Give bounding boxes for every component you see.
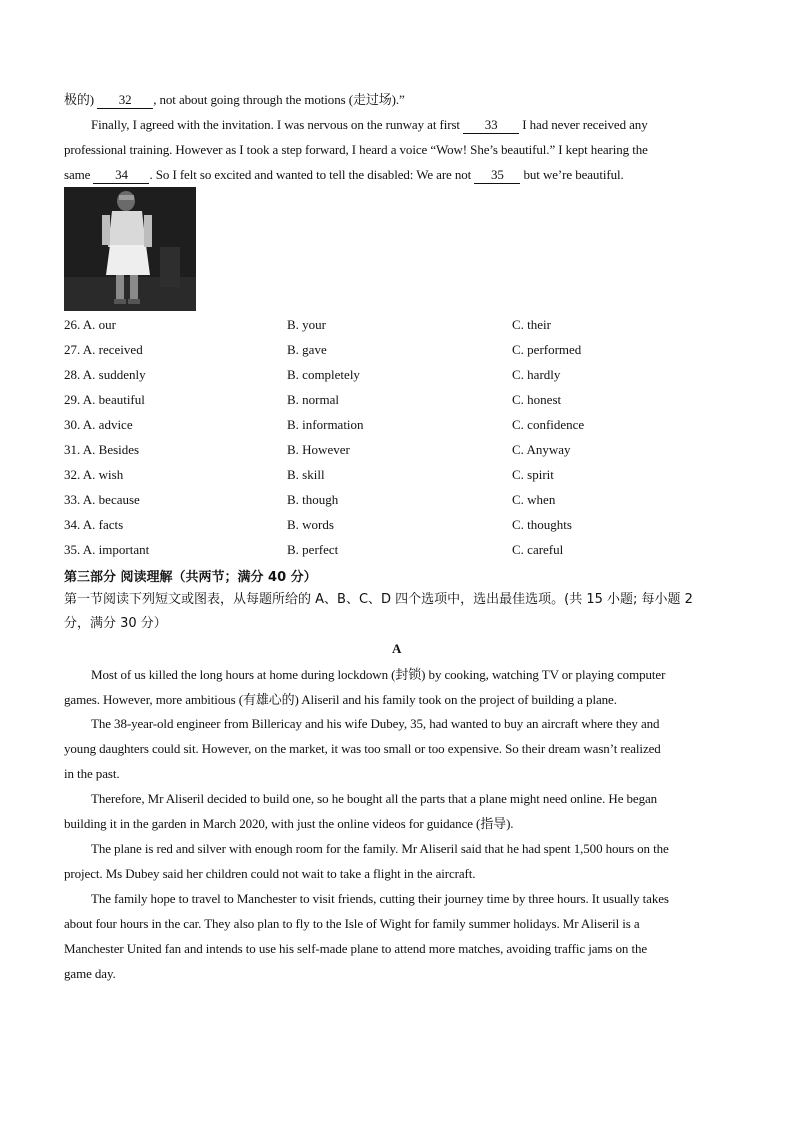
passage-line: games. However, more ambitious (有雄心的) Aliseril and his family took on the project of building a plane.	[64, 692, 617, 707]
runway-photo	[64, 187, 196, 311]
option-b: B. skill	[287, 467, 325, 482]
section-instruction-line-1: 第一节阅读下列短文或图表，从每题所给的 A、B、C、D 四个选项中，选出最佳选项。(共 15 小题; 每小题 2	[64, 592, 693, 607]
blank-35: 35	[474, 167, 520, 184]
cloze-text: I had never received any	[519, 117, 648, 132]
passage-line: game day.	[64, 966, 116, 981]
option-c: C. when	[512, 492, 556, 507]
blank-32: 32	[97, 92, 153, 109]
cloze-line-2	[91, 117, 648, 134]
option-c: C. performed	[512, 342, 582, 357]
option-a: 33. A. because	[64, 492, 140, 507]
option-row	[64, 367, 744, 383]
passage-line: project. Ms Dubey said her children could not wait to take a flight in the aircraft.	[64, 866, 476, 881]
passage-line: in the past.	[64, 766, 120, 781]
cloze-line-3: professional training. However as I took a step forward, I heard a voice “Wow! She’s beautiful.” I kept hearing the	[64, 142, 648, 157]
option-b: B. perfect	[287, 542, 339, 557]
option-c: C. thoughts	[512, 517, 572, 532]
option-a: 27. A. received	[64, 342, 143, 357]
passage-line: The plane is red and silver with enough room for the family. Mr Aliseril said that he had spent 1,500 hours on the	[91, 841, 669, 856]
passage-line: building it in the garden in March 2020, with just the online videos for guidance (指导).	[64, 816, 514, 831]
option-a: 30. A. advice	[64, 417, 133, 432]
section-instruction-line-2: 分，满分 30 分）	[64, 616, 167, 631]
option-c: C. Anyway	[512, 442, 571, 457]
passage-line: Manchester United fan and intends to use his self-made plane to attend more matches, avoiding traffic jams on the	[64, 941, 648, 956]
option-a: 28. A. suddenly	[64, 367, 146, 382]
option-b: B. words	[287, 517, 334, 532]
option-row	[64, 342, 744, 358]
option-c: C. hardly	[512, 367, 561, 382]
passage-line: The 38-year-old engineer from Billericay and his wife Dubey, 35, had wanted to buy an aircraft where they and	[91, 716, 660, 731]
option-row	[64, 467, 744, 483]
cloze-text: , not about going through the motions (走过场).”	[153, 92, 405, 107]
option-c: C. honest	[512, 392, 562, 407]
cloze-text: same	[64, 167, 94, 182]
option-row	[64, 542, 744, 558]
option-b: B. completely	[287, 367, 360, 382]
passage-line: The family hope to travel to Manchester to visit friends, cutting their journey time by three hours. It usually takes	[91, 891, 669, 906]
option-b: B. normal	[287, 392, 339, 407]
passage-line: about four hours in the car. They also plan to fly to the Isle of Wight for family summer holidays. Mr Aliseril is a	[64, 916, 640, 931]
option-b: B. though	[287, 492, 339, 507]
section-title: 第三部分 阅读理解（共两节；满分 40 分）	[64, 570, 317, 585]
option-c: C. careful	[512, 542, 564, 557]
cloze-line-4	[64, 167, 624, 184]
option-b: B. However	[287, 442, 350, 457]
cloze-text: Finally, I agreed with the invitation. I was nervous on the runway at first	[91, 117, 464, 132]
option-c: C. spirit	[512, 467, 554, 482]
option-row	[64, 442, 744, 458]
option-row	[64, 517, 744, 533]
blank-34: 34	[93, 167, 149, 184]
cloze-text: 极的)	[64, 92, 98, 107]
option-b: B. your	[287, 317, 326, 332]
blank-33: 33	[463, 117, 519, 134]
person-figure-image	[64, 187, 196, 311]
option-c: C. confidence	[512, 417, 585, 432]
option-a: 29. A. beautiful	[64, 392, 145, 407]
option-a: 34. A. facts	[64, 517, 124, 532]
option-row	[64, 392, 744, 408]
option-a: 32. A. wish	[64, 467, 124, 482]
cloze-text: but we’re beautiful.	[520, 167, 624, 182]
cloze-text: . So I felt so excited and wanted to tell the disabled: We are not	[149, 167, 475, 182]
option-a: 31. A. Besides	[64, 442, 140, 457]
option-b: B. information	[287, 417, 364, 432]
option-row	[64, 492, 744, 508]
passage-line: Therefore, Mr Aliseril decided to build one, so he bought all the parts that a plane might need online. He began	[91, 791, 658, 806]
passage-label: A	[392, 641, 402, 656]
option-row	[64, 417, 744, 433]
passage-line: Most of us killed the long hours at home during lockdown (封锁) by cooking, watching TV or playing computer	[91, 667, 666, 682]
option-a: 26. A. our	[64, 317, 116, 332]
option-c: C. their	[512, 317, 551, 332]
option-a: 35. A. important	[64, 542, 150, 557]
cloze-line-1	[64, 92, 405, 109]
option-b: B. gave	[287, 342, 327, 357]
option-row	[64, 317, 744, 333]
passage-line: young daughters could sit. However, on the market, it was too small or too expensive. So their dream wasn’t realized	[64, 741, 661, 756]
